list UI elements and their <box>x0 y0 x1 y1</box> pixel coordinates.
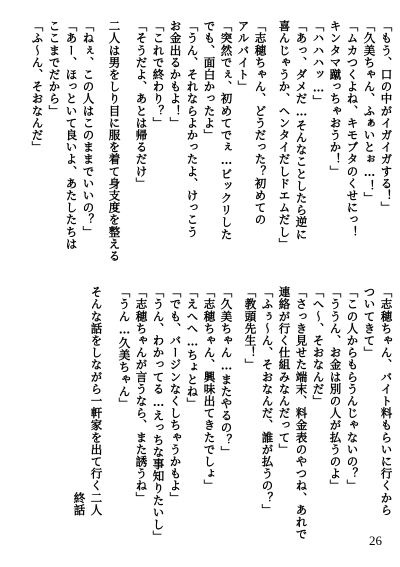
text-column: そんな話をしながら一軒家を出て行く二人 <box>89 286 104 516</box>
text-column: ここまでだから」 <box>47 20 62 117</box>
text-column: 「ううん、お金は別の人が払うのよ」 <box>328 286 343 492</box>
text-column: 「あっ、ダメだ…そんなことしたら逆に <box>294 20 309 241</box>
text-column: お金出るかもよ！」 <box>168 20 183 129</box>
text-column: 「ムカつくよね、キモブタのくせにっ！ <box>345 20 360 238</box>
text-column: 「志穂ちゃん、どうだった？初めての <box>253 20 268 226</box>
text-column: 「志穂ちゃん、バイト料もらいに行くから <box>379 286 394 516</box>
text-column: 「突然でぇ、初めてでぇ…ビックリした <box>219 20 234 241</box>
page-number: 26 <box>369 533 382 548</box>
text-column: 「久美ちゃん…またやるの？」 <box>219 286 234 458</box>
text-column: 「久美ちゃん、ふぁいとぉ…！」 <box>362 20 377 204</box>
text-column: 「うん…久美ちゃん」 <box>117 286 132 410</box>
text-column: 「うん、わかってる…えっちな事知りたいし」 <box>151 286 166 543</box>
text-column: 「志穂ちゃんが言うなら、また誘うね」 <box>134 286 149 504</box>
text-column: 終話 <box>72 492 87 517</box>
text-column: 連絡が行く仕組みなんだって」 <box>277 286 292 456</box>
text-column: 「へ～、そおなんだ」 <box>311 286 326 407</box>
text-column: 二人は男をしり目に服を着て身支度を整える <box>107 20 122 262</box>
text-column: キンタマ蹴っちゃおうか！」 <box>328 20 343 178</box>
text-column: 「もう、口の中がイガイガする！」 <box>379 20 394 214</box>
text-column: 「ねぇ、この人はこのままでいいの？」 <box>81 20 96 238</box>
text-column: 「ハハハッ…」 <box>311 20 326 108</box>
text-column: でも、面白かったよ」 <box>202 20 217 141</box>
text-column: 「えへへ…ちょとね」 <box>185 286 200 410</box>
text-column: 喜んじゃうか、ヘンタイだしドエムだし」 <box>277 20 292 250</box>
text-column: 「あー、ほっといて良いよ、あたしたちは <box>64 20 79 250</box>
text-column: アルバイト」 <box>236 20 251 93</box>
text-column: 「ふ～ん、そおなんだ」 <box>30 20 45 154</box>
text-column: 「うん、それならよかったよ、けっこう <box>185 20 200 238</box>
text-column: 「教頭先生！」 <box>243 286 258 371</box>
text-column: 「でも、バージンなくしちゃうかもよ」 <box>168 286 183 504</box>
text-column: 「そうだよ、あとは帰るだけ」 <box>134 20 149 190</box>
text-column: 「これで終わり？」 <box>151 20 166 129</box>
text-column: ついてきて」 <box>362 286 377 359</box>
text-column: 「この人からもらうんじゃないの？」 <box>345 286 360 492</box>
text-column: 「志穂ちゃん、興味出てきたでしょ」 <box>202 286 217 492</box>
text-column: 「ふぅ～ん、そおなんだ、誰が払うの？」 <box>260 286 275 516</box>
text-column: 「さっき見せた端末、料金表のやつね、あれで <box>294 286 309 541</box>
